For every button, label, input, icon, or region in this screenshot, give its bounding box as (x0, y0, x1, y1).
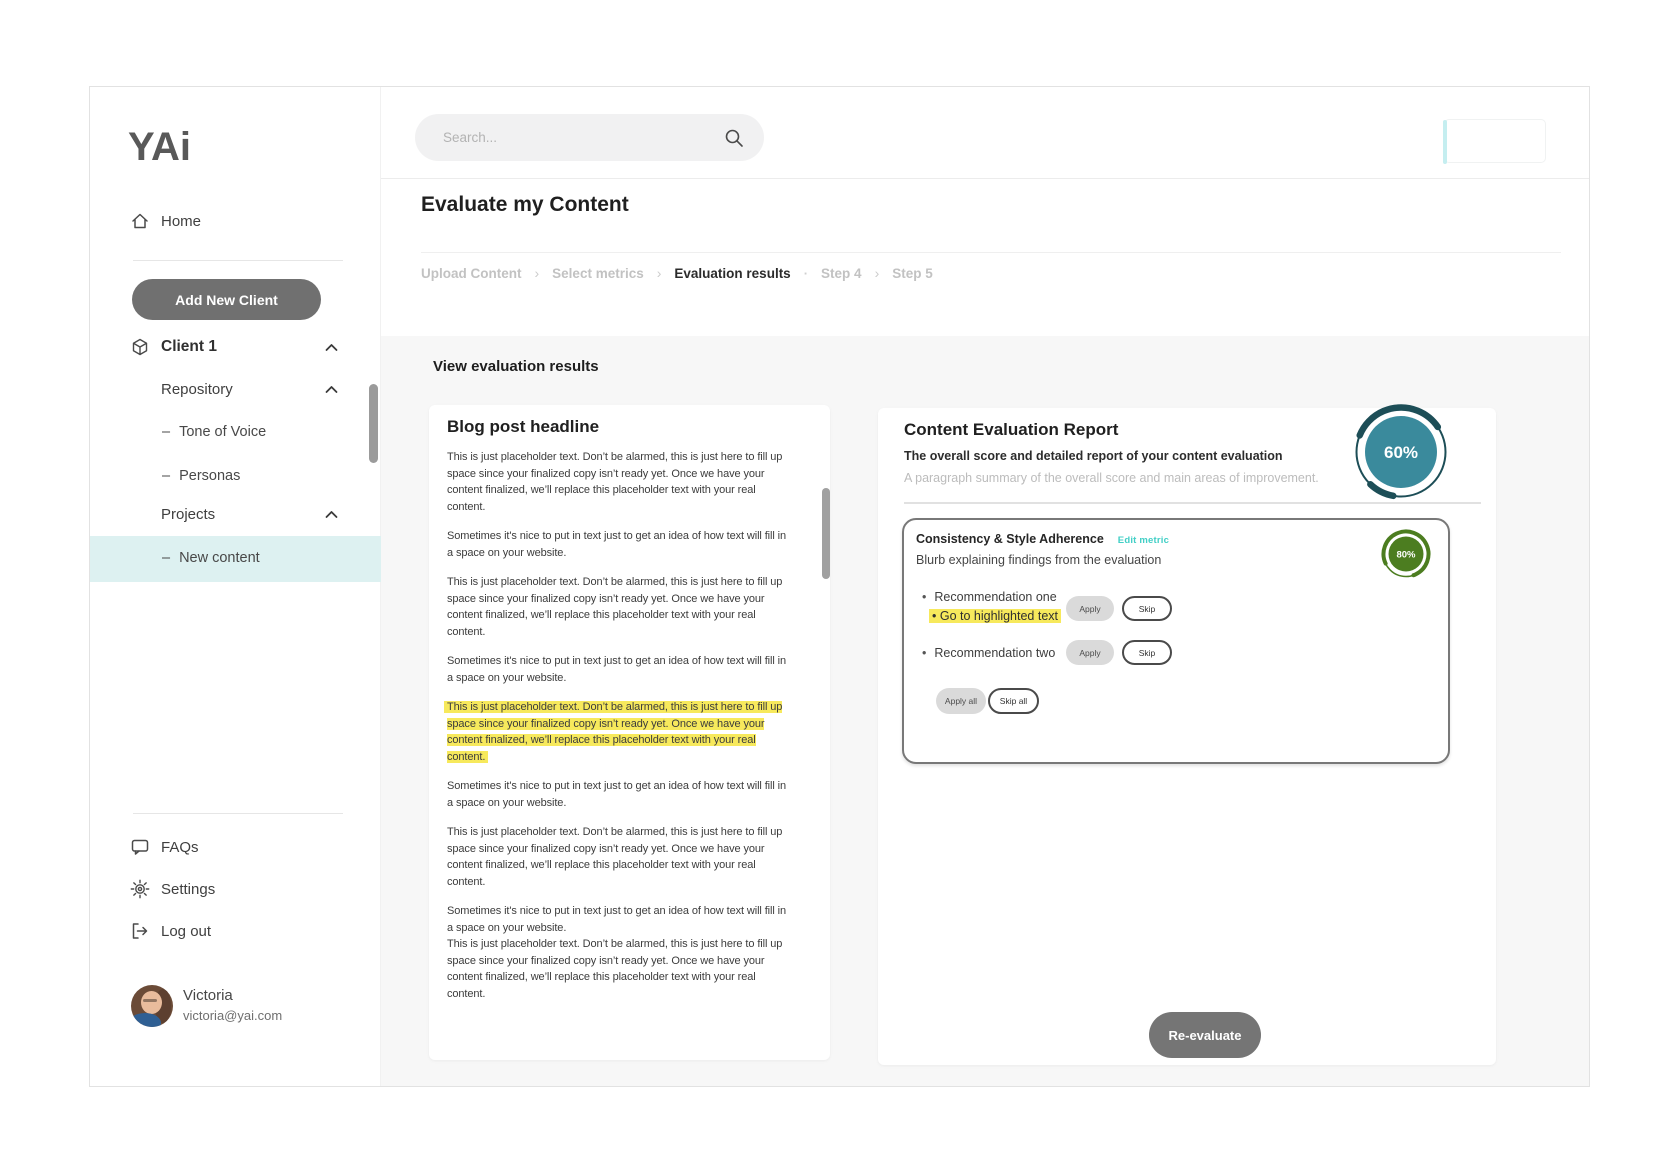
skip-all-label: Skip all (999, 696, 1028, 706)
cursor-accent-bar (1443, 120, 1447, 164)
breadcrumb-step-5[interactable]: Step 5 (892, 265, 933, 281)
apply-button-two[interactable] (1066, 640, 1114, 665)
recommendation-two (922, 646, 1055, 660)
search-icon[interactable] (724, 128, 744, 148)
breadcrumb-step-4[interactable]: Step 4 (821, 265, 862, 281)
evaluation-report-card (878, 408, 1496, 1065)
overall-score-value: 60% (1383, 443, 1419, 462)
recommendation-one-sub[interactable] (932, 609, 1058, 623)
skip-label: Skip (1138, 603, 1156, 614)
breadcrumb-step-upload-content[interactable]: Upload Content (421, 265, 522, 281)
metric-score-badge (1380, 528, 1432, 580)
paragraph: This is just placeholder text. Don’t be alarmed, this is just here to fill up space since your finalized copy isn’t ready yet. Once we have your content finalized, we’ll replace this placeholder text with your real content. (447, 938, 783, 1000)
sidebar-item-label: New content (179, 550, 260, 566)
add-new-client-label: Add New Client (175, 291, 278, 308)
sidebar-item-label: Log out (161, 922, 212, 940)
skip-all-button[interactable] (988, 688, 1039, 714)
sidebar-item-repository[interactable] (161, 381, 338, 398)
search-bar (415, 114, 764, 161)
sidebar-item-home[interactable] (130, 211, 201, 231)
avatar (131, 985, 173, 1027)
topbar-ghost-button[interactable] (1444, 119, 1546, 163)
chevron-up-icon[interactable] (325, 343, 338, 352)
app-window (89, 86, 1590, 1087)
highlighted-link (932, 609, 1058, 623)
section-title: View evaluation results (433, 358, 599, 375)
recommendation-label: Recommendation two (934, 646, 1056, 660)
page-title: Evaluate my Content (421, 193, 629, 216)
paragraph: Sometimes it's nice to put in text just to get an idea of how text will fill in a space on your website. (447, 905, 787, 934)
sidebar-item-label: Personas (179, 468, 241, 484)
edit-metric-link[interactable]: Edit metric (1117, 535, 1170, 546)
paragraph: Sometimes it's nice to put in text just to get an idea of how text will fill in a space on your website. (447, 780, 787, 809)
sidebar-item-logout[interactable] (130, 921, 211, 941)
metric-blurb: Blurb explaining findings from the evaluation (916, 553, 1162, 567)
skip-button-one[interactable] (1122, 596, 1172, 621)
sidebar-item-label: FAQs (161, 838, 199, 856)
sidebar-item-label: Repository (161, 381, 233, 398)
blog-post-title: Blog post headline (447, 417, 600, 436)
dash-icon: – (162, 550, 171, 566)
metric-name: Consistency & Style Adherence (916, 532, 1104, 546)
chevron-right-icon: › (656, 265, 662, 281)
paragraph: Sometimes it's nice to put in text just to get an idea of how text will fill in a space on your website. (447, 530, 787, 559)
metric-card (902, 518, 1450, 764)
cube-icon (130, 337, 150, 357)
search-input[interactable] (441, 129, 724, 146)
dot-separator-icon: · (803, 265, 809, 281)
header-divider (421, 252, 1561, 253)
skip-label: Skip (1138, 647, 1156, 658)
user-profile[interactable] (131, 985, 282, 1027)
overall-score-gauge (1351, 402, 1451, 502)
blog-post-body (447, 449, 788, 1015)
chevron-up-icon[interactable] (325, 510, 338, 519)
paragraph: Sometimes it's nice to put in text just to get an idea of how text will fill in a space on your website. (447, 655, 787, 684)
recommendation-label: Recommendation one (934, 590, 1057, 604)
user-email: victoria@yai.com (183, 1008, 283, 1023)
logout-icon (130, 921, 150, 941)
bullet-icon: • (922, 590, 927, 604)
bullet-icon: • (932, 609, 937, 623)
sidebar-item-projects[interactable] (161, 506, 338, 523)
apply-label: Apply (1079, 647, 1101, 658)
breadcrumb-step-evaluation-results[interactable]: Evaluation results (674, 265, 791, 281)
blog-post-card (429, 405, 830, 1060)
user-name: Victoria (183, 987, 233, 1004)
apply-label: Apply (1079, 603, 1101, 614)
sidebar-scrollbar-thumb[interactable] (369, 384, 378, 463)
metric-score-value: 80% (1396, 549, 1416, 561)
apply-all-label: Apply all (944, 696, 978, 706)
sidebar-item-faqs[interactable] (130, 837, 199, 857)
sidebar-item-tone-of-voice[interactable] (162, 424, 266, 440)
sidebar-item-new-content-inner (162, 550, 260, 566)
sidebar-divider (133, 813, 343, 814)
highlight-text: This is just placeholder text. Don’t be alarmed, this is just here to fill up space since your finalized copy isn’t ready yet. Once we have your content finalized, we’ll replace this placeholder text with your real content. (447, 701, 783, 763)
paragraph: This is just placeholder text. Don’t be alarmed, this is just here to fill up space since your finalized copy isn’t ready yet. Once we have your content finalized, we’ll replace this placeholder text with your real content. (447, 576, 783, 638)
breadcrumb-step-select-metrics[interactable]: Select metrics (552, 265, 644, 281)
sidebar-item-client-1[interactable] (130, 337, 338, 357)
sidebar-item-label: Tone of Voice (179, 424, 267, 440)
home-icon (130, 211, 150, 231)
recommendation-sub-label: Go to highlighted text (939, 609, 1059, 623)
re-evaluate-label: Re-evaluate (1168, 1027, 1242, 1043)
sidebar-item-label: Home (161, 212, 202, 230)
bullet-icon: • (922, 646, 927, 660)
sidebar (90, 87, 381, 1086)
sidebar-item-new-content[interactable] (90, 536, 381, 582)
chat-bubble-icon (130, 837, 150, 857)
dash-icon: – (162, 424, 171, 440)
paragraph: This is just placeholder text. Don’t be alarmed, this is just here to fill up space since your finalized copy isn’t ready yet. Once we have your content finalized, we’ll replace this placeholder text with your real content. (447, 451, 783, 513)
gear-icon (130, 879, 150, 899)
chevron-right-icon: › (534, 265, 540, 281)
highlighted-paragraph (447, 699, 788, 765)
paragraph: This is just placeholder text. Don’t be alarmed, this is just here to fill up space since your finalized copy isn’t ready yet. Once we have your content finalized, we’ll replace this placeholder text with your real content. (447, 826, 783, 888)
re-evaluate-button[interactable] (1149, 1012, 1261, 1058)
sidebar-item-settings[interactable] (130, 879, 215, 899)
recommendation-one (922, 590, 1057, 604)
skip-button-two[interactable] (1122, 640, 1172, 665)
report-subtitle: The overall score and detailed report of your content evaluation (904, 449, 1283, 463)
dash-icon: – (162, 468, 171, 484)
apply-button-one[interactable] (1066, 596, 1114, 621)
add-new-client-button[interactable] (132, 279, 321, 320)
sidebar-item-label: Client 1 (161, 338, 217, 355)
blog-card-scrollbar-thumb[interactable] (822, 488, 830, 579)
chevron-right-icon: › (874, 265, 880, 281)
chevron-up-icon[interactable] (325, 385, 338, 394)
report-divider (904, 502, 1481, 504)
brand-logo: YAi (128, 125, 192, 169)
report-title: Content Evaluation Report (904, 420, 1119, 439)
sidebar-item-personas[interactable] (162, 468, 240, 484)
metric-header (916, 532, 1169, 546)
breadcrumb (421, 265, 933, 281)
apply-all-button[interactable] (936, 688, 986, 714)
report-summary: A paragraph summary of the overall score and main areas of improvement. (904, 471, 1319, 485)
content-area (381, 336, 1589, 1086)
sidebar-item-label: Settings (161, 880, 216, 898)
sidebar-item-label: Projects (161, 506, 216, 523)
sidebar-divider (133, 260, 343, 261)
